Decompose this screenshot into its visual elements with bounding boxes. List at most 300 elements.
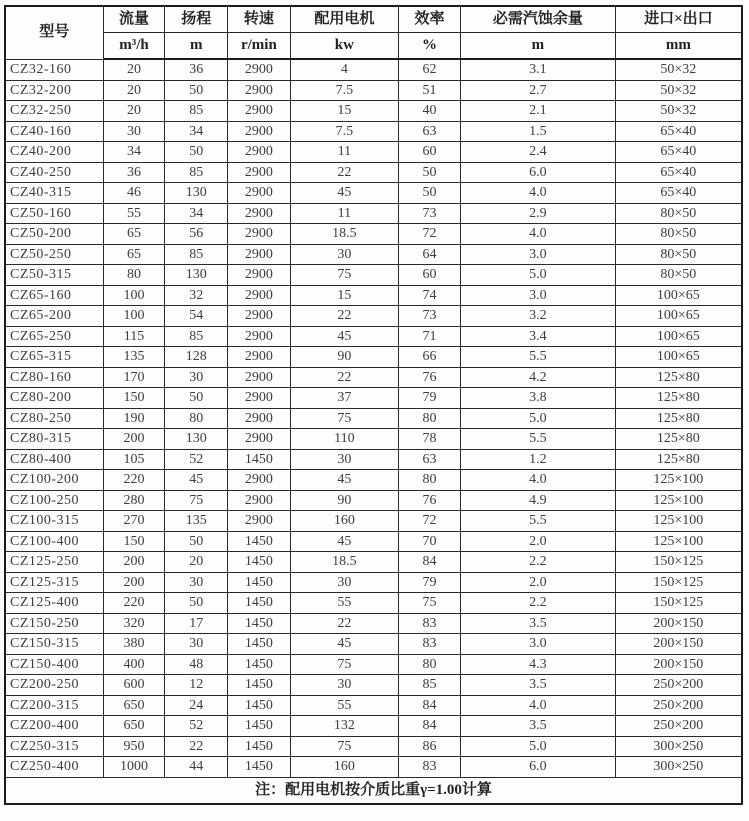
cell-npsh: 4.3 (460, 654, 615, 675)
cell-efficiency: 75 (399, 593, 461, 614)
cell-head: 75 (165, 490, 228, 511)
table-row (5, 470, 742, 491)
cell-npsh: 3.5 (460, 675, 615, 696)
cell-flow: 650 (103, 695, 165, 716)
table-row (5, 101, 742, 122)
cell-model: CZ125-250 (5, 552, 103, 573)
cell-npsh: 3.5 (460, 613, 615, 634)
cell-head: 12 (165, 675, 228, 696)
cell-speed: 1450 (228, 757, 291, 778)
cell-npsh: 4.0 (460, 224, 615, 245)
cell-motor: 15 (290, 101, 398, 122)
cell-motor: 4 (290, 59, 398, 80)
cell-efficiency: 73 (399, 203, 461, 224)
table-row (5, 162, 742, 183)
table-row (5, 59, 742, 80)
cell-ports: 65×40 (615, 142, 742, 163)
cell-speed: 1450 (228, 695, 291, 716)
cell-motor: 18.5 (290, 552, 398, 573)
cell-speed: 1450 (228, 675, 291, 696)
cell-motor: 7.5 (290, 121, 398, 142)
cell-speed: 2900 (228, 285, 291, 306)
cell-motor: 22 (290, 306, 398, 327)
cell-speed: 2900 (228, 162, 291, 183)
cell-efficiency: 50 (399, 183, 461, 204)
cell-model: CZ40-200 (5, 142, 103, 163)
cell-speed: 2900 (228, 142, 291, 163)
cell-flow: 115 (103, 326, 165, 347)
cell-ports: 125×80 (615, 449, 742, 470)
header-unit-row (5, 33, 742, 60)
cell-flow: 46 (103, 183, 165, 204)
table-row (5, 757, 742, 778)
cell-npsh: 3.1 (460, 59, 615, 80)
cell-ports: 50×32 (615, 101, 742, 122)
cell-flow: 320 (103, 613, 165, 634)
cell-motor: 15 (290, 285, 398, 306)
cell-efficiency: 80 (399, 470, 461, 491)
header-name-row (5, 6, 742, 33)
cell-efficiency: 84 (399, 695, 461, 716)
cell-motor: 55 (290, 695, 398, 716)
cell-model: CZ125-400 (5, 593, 103, 614)
cell-head: 48 (165, 654, 228, 675)
cell-npsh: 3.0 (460, 285, 615, 306)
cell-model: CZ32-160 (5, 59, 103, 80)
cell-efficiency: 73 (399, 306, 461, 327)
table-row (5, 675, 742, 696)
cell-ports: 65×40 (615, 121, 742, 142)
cell-flow: 100 (103, 306, 165, 327)
cell-head: 52 (165, 716, 228, 737)
table-header (5, 6, 742, 59)
cell-npsh: 3.0 (460, 634, 615, 655)
table-footer (5, 777, 742, 804)
cell-head: 50 (165, 593, 228, 614)
column-unit-motor: kw (290, 33, 398, 60)
cell-efficiency: 78 (399, 429, 461, 450)
cell-efficiency: 40 (399, 101, 461, 122)
table-row (5, 326, 742, 347)
cell-flow: 600 (103, 675, 165, 696)
table-row (5, 183, 742, 204)
cell-efficiency: 76 (399, 490, 461, 511)
cell-ports: 125×100 (615, 511, 742, 532)
cell-motor: 22 (290, 367, 398, 388)
cell-motor: 90 (290, 347, 398, 368)
cell-model: CZ100-315 (5, 511, 103, 532)
cell-speed: 1450 (228, 449, 291, 470)
cell-motor: 132 (290, 716, 398, 737)
cell-head: 30 (165, 572, 228, 593)
cell-motor: 90 (290, 490, 398, 511)
table-row (5, 265, 742, 286)
cell-motor: 7.5 (290, 80, 398, 101)
cell-efficiency: 64 (399, 244, 461, 265)
cell-speed: 1450 (228, 572, 291, 593)
cell-head: 34 (165, 121, 228, 142)
cell-model: CZ32-250 (5, 101, 103, 122)
cell-ports: 125×80 (615, 388, 742, 409)
column-unit-npsh: m (460, 33, 615, 60)
cell-efficiency: 63 (399, 121, 461, 142)
cell-flow: 36 (103, 162, 165, 183)
cell-model: CZ100-200 (5, 470, 103, 491)
cell-ports: 100×65 (615, 347, 742, 368)
cell-model: CZ125-315 (5, 572, 103, 593)
cell-efficiency: 84 (399, 716, 461, 737)
cell-efficiency: 76 (399, 367, 461, 388)
cell-efficiency: 83 (399, 634, 461, 655)
cell-speed: 2900 (228, 388, 291, 409)
table-row (5, 224, 742, 245)
cell-speed: 2900 (228, 183, 291, 204)
cell-speed: 2900 (228, 490, 291, 511)
cell-model: CZ65-160 (5, 285, 103, 306)
cell-ports: 250×200 (615, 716, 742, 737)
cell-speed: 2900 (228, 203, 291, 224)
cell-head: 30 (165, 634, 228, 655)
table-row (5, 80, 742, 101)
cell-npsh: 4.0 (460, 183, 615, 204)
cell-speed: 1450 (228, 613, 291, 634)
cell-npsh: 5.5 (460, 511, 615, 532)
column-unit-speed: r/min (228, 33, 291, 60)
cell-model: CZ200-400 (5, 716, 103, 737)
cell-flow: 20 (103, 101, 165, 122)
footnote: 注：配用电机按介质比重γ=1.00计算 (5, 777, 742, 804)
table-row (5, 449, 742, 470)
cell-speed: 2900 (228, 511, 291, 532)
cell-flow: 55 (103, 203, 165, 224)
cell-ports: 200×150 (615, 613, 742, 634)
cell-ports: 80×50 (615, 203, 742, 224)
cell-motor: 11 (290, 142, 398, 163)
cell-motor: 75 (290, 265, 398, 286)
cell-flow: 1000 (103, 757, 165, 778)
cell-head: 22 (165, 736, 228, 757)
cell-flow: 20 (103, 59, 165, 80)
cell-flow: 100 (103, 285, 165, 306)
cell-ports: 50×32 (615, 80, 742, 101)
cell-efficiency: 74 (399, 285, 461, 306)
cell-flow: 270 (103, 511, 165, 532)
cell-npsh: 6.0 (460, 162, 615, 183)
cell-speed: 2900 (228, 326, 291, 347)
cell-speed: 2900 (228, 408, 291, 429)
table-row (5, 429, 742, 450)
cell-model: CZ65-250 (5, 326, 103, 347)
cell-speed: 2900 (228, 306, 291, 327)
cell-motor: 110 (290, 429, 398, 450)
cell-npsh: 3.2 (460, 306, 615, 327)
cell-npsh: 2.0 (460, 531, 615, 552)
cell-flow: 220 (103, 470, 165, 491)
cell-model: CZ50-160 (5, 203, 103, 224)
cell-ports: 80×50 (615, 244, 742, 265)
column-header-model: 型号 (5, 6, 103, 59)
cell-efficiency: 79 (399, 572, 461, 593)
cell-model: CZ200-315 (5, 695, 103, 716)
cell-motor: 75 (290, 736, 398, 757)
cell-ports: 125×100 (615, 470, 742, 491)
cell-efficiency: 72 (399, 511, 461, 532)
cell-head: 50 (165, 80, 228, 101)
cell-npsh: 4.2 (460, 367, 615, 388)
cell-speed: 2900 (228, 367, 291, 388)
cell-head: 135 (165, 511, 228, 532)
cell-head: 17 (165, 613, 228, 634)
cell-npsh: 2.7 (460, 80, 615, 101)
cell-efficiency: 83 (399, 757, 461, 778)
cell-motor: 37 (290, 388, 398, 409)
cell-ports: 150×125 (615, 572, 742, 593)
column-unit-ports: mm (615, 33, 742, 60)
cell-flow: 150 (103, 388, 165, 409)
table-row (5, 634, 742, 655)
cell-head: 80 (165, 408, 228, 429)
table-row (5, 736, 742, 757)
cell-motor: 55 (290, 593, 398, 614)
cell-efficiency: 72 (399, 224, 461, 245)
cell-motor: 22 (290, 162, 398, 183)
cell-ports: 100×65 (615, 306, 742, 327)
cell-motor: 160 (290, 511, 398, 532)
cell-ports: 100×65 (615, 285, 742, 306)
cell-flow: 170 (103, 367, 165, 388)
cell-npsh: 1.2 (460, 449, 615, 470)
table-row (5, 285, 742, 306)
cell-head: 44 (165, 757, 228, 778)
cell-ports: 200×150 (615, 634, 742, 655)
cell-efficiency: 66 (399, 347, 461, 368)
cell-speed: 2900 (228, 121, 291, 142)
table-row (5, 347, 742, 368)
cell-ports: 125×80 (615, 408, 742, 429)
cell-head: 52 (165, 449, 228, 470)
cell-head: 54 (165, 306, 228, 327)
cell-flow: 150 (103, 531, 165, 552)
cell-model: CZ50-315 (5, 265, 103, 286)
column-header-flow: 流量 (103, 6, 165, 33)
cell-speed: 1450 (228, 531, 291, 552)
cell-model: CZ80-200 (5, 388, 103, 409)
cell-head: 130 (165, 429, 228, 450)
cell-flow: 65 (103, 224, 165, 245)
cell-head: 128 (165, 347, 228, 368)
table-row (5, 306, 742, 327)
cell-npsh: 2.0 (460, 572, 615, 593)
cell-speed: 2900 (228, 59, 291, 80)
cell-speed: 1450 (228, 634, 291, 655)
cell-ports: 65×40 (615, 162, 742, 183)
table-row (5, 490, 742, 511)
cell-head: 85 (165, 326, 228, 347)
cell-head: 130 (165, 183, 228, 204)
cell-motor: 75 (290, 654, 398, 675)
cell-flow: 220 (103, 593, 165, 614)
cell-ports: 125×80 (615, 429, 742, 450)
cell-npsh: 3.0 (460, 244, 615, 265)
table-row (5, 695, 742, 716)
table-row (5, 654, 742, 675)
cell-flow: 400 (103, 654, 165, 675)
cell-motor: 160 (290, 757, 398, 778)
cell-npsh: 3.4 (460, 326, 615, 347)
cell-model: CZ100-400 (5, 531, 103, 552)
cell-flow: 80 (103, 265, 165, 286)
cell-speed: 2900 (228, 244, 291, 265)
cell-ports: 80×50 (615, 224, 742, 245)
table-row (5, 388, 742, 409)
cell-flow: 280 (103, 490, 165, 511)
cell-head: 30 (165, 367, 228, 388)
cell-model: CZ250-315 (5, 736, 103, 757)
cell-motor: 45 (290, 183, 398, 204)
cell-npsh: 6.0 (460, 757, 615, 778)
table-row (5, 613, 742, 634)
column-unit-flow: m³/h (103, 33, 165, 60)
cell-motor: 75 (290, 408, 398, 429)
cell-model: CZ40-160 (5, 121, 103, 142)
cell-speed: 2900 (228, 470, 291, 491)
column-header-efficiency: 效率 (399, 6, 461, 33)
cell-speed: 2900 (228, 265, 291, 286)
table-row (5, 203, 742, 224)
cell-model: CZ65-315 (5, 347, 103, 368)
cell-ports: 125×100 (615, 531, 742, 552)
cell-efficiency: 51 (399, 80, 461, 101)
cell-ports: 250×200 (615, 675, 742, 696)
cell-motor: 30 (290, 449, 398, 470)
cell-efficiency: 80 (399, 654, 461, 675)
table-row (5, 511, 742, 532)
cell-flow: 30 (103, 121, 165, 142)
cell-npsh: 5.0 (460, 736, 615, 757)
cell-flow: 20 (103, 80, 165, 101)
cell-motor: 18.5 (290, 224, 398, 245)
cell-head: 85 (165, 244, 228, 265)
cell-head: 20 (165, 552, 228, 573)
cell-ports: 125×100 (615, 490, 742, 511)
cell-npsh: 5.5 (460, 347, 615, 368)
cell-efficiency: 50 (399, 162, 461, 183)
cell-efficiency: 86 (399, 736, 461, 757)
cell-motor: 45 (290, 531, 398, 552)
footnote-row (5, 777, 742, 804)
cell-npsh: 5.5 (460, 429, 615, 450)
cell-head: 50 (165, 388, 228, 409)
column-header-ports: 进口×出口 (615, 6, 742, 33)
cell-motor: 45 (290, 326, 398, 347)
cell-npsh: 2.9 (460, 203, 615, 224)
table-row (5, 593, 742, 614)
cell-flow: 950 (103, 736, 165, 757)
cell-npsh: 4.0 (460, 695, 615, 716)
cell-efficiency: 70 (399, 531, 461, 552)
cell-ports: 100×65 (615, 326, 742, 347)
cell-speed: 1450 (228, 552, 291, 573)
cell-model: CZ65-200 (5, 306, 103, 327)
cell-model: CZ40-315 (5, 183, 103, 204)
cell-head: 56 (165, 224, 228, 245)
cell-model: CZ80-160 (5, 367, 103, 388)
cell-ports: 150×125 (615, 552, 742, 573)
cell-ports: 200×150 (615, 654, 742, 675)
cell-speed: 2900 (228, 347, 291, 368)
cell-npsh: 2.2 (460, 593, 615, 614)
cell-model: CZ250-400 (5, 757, 103, 778)
table-row (5, 142, 742, 163)
cell-npsh: 2.2 (460, 552, 615, 573)
cell-ports: 50×32 (615, 59, 742, 80)
cell-npsh: 4.0 (460, 470, 615, 491)
cell-efficiency: 84 (399, 552, 461, 573)
cell-head: 130 (165, 265, 228, 286)
cell-ports: 300×250 (615, 736, 742, 757)
cell-motor: 30 (290, 572, 398, 593)
cell-motor: 45 (290, 470, 398, 491)
cell-ports: 125×80 (615, 367, 742, 388)
cell-motor: 30 (290, 244, 398, 265)
cell-speed: 2900 (228, 224, 291, 245)
cell-model: CZ50-250 (5, 244, 103, 265)
table-row (5, 531, 742, 552)
cell-speed: 1450 (228, 736, 291, 757)
cell-ports: 300×250 (615, 757, 742, 778)
cell-efficiency: 80 (399, 408, 461, 429)
cell-ports: 80×50 (615, 265, 742, 286)
cell-head: 36 (165, 59, 228, 80)
cell-motor: 45 (290, 634, 398, 655)
column-unit-efficiency: % (399, 33, 461, 60)
cell-efficiency: 85 (399, 675, 461, 696)
table-body (5, 59, 742, 777)
cell-head: 85 (165, 101, 228, 122)
cell-flow: 34 (103, 142, 165, 163)
cell-speed: 1450 (228, 654, 291, 675)
cell-model: CZ200-250 (5, 675, 103, 696)
cell-efficiency: 60 (399, 265, 461, 286)
cell-ports: 250×200 (615, 695, 742, 716)
cell-model: CZ150-400 (5, 654, 103, 675)
cell-head: 50 (165, 142, 228, 163)
cell-npsh: 4.9 (460, 490, 615, 511)
cell-speed: 2900 (228, 429, 291, 450)
pump-spec-table (4, 5, 743, 805)
cell-motor: 22 (290, 613, 398, 634)
cell-flow: 380 (103, 634, 165, 655)
cell-speed: 2900 (228, 80, 291, 101)
cell-speed: 1450 (228, 593, 291, 614)
cell-model: CZ80-400 (5, 449, 103, 470)
cell-motor: 11 (290, 203, 398, 224)
cell-npsh: 3.5 (460, 716, 615, 737)
cell-model: CZ150-315 (5, 634, 103, 655)
cell-model: CZ150-250 (5, 613, 103, 634)
cell-model: CZ50-200 (5, 224, 103, 245)
table-row (5, 572, 742, 593)
cell-model: CZ40-250 (5, 162, 103, 183)
cell-flow: 190 (103, 408, 165, 429)
cell-efficiency: 83 (399, 613, 461, 634)
cell-flow: 65 (103, 244, 165, 265)
cell-flow: 200 (103, 429, 165, 450)
table-row (5, 121, 742, 142)
cell-ports: 150×125 (615, 593, 742, 614)
cell-flow: 200 (103, 572, 165, 593)
cell-head: 45 (165, 470, 228, 491)
